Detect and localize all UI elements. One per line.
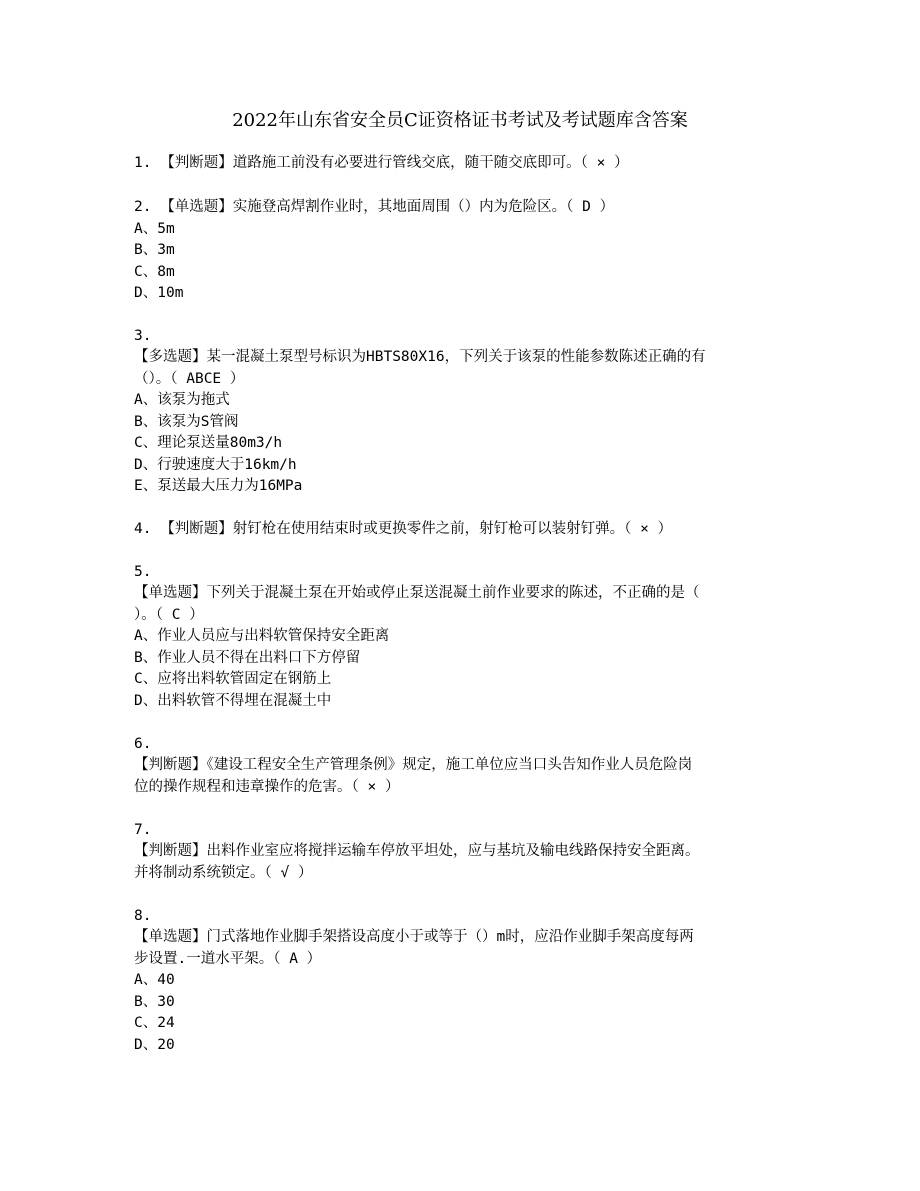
- question-2-option-b: B、3m: [134, 242, 175, 258]
- question-8-option-c: C、24: [134, 1015, 175, 1031]
- question-2-option-d: D、10m: [134, 285, 184, 301]
- question-4-text: 4. 【判断题】射钉枪在使用结束时或更换零件之前，射钉枪可以装射钉弹。（ × ）: [134, 521, 673, 537]
- question-8-option-a: A、40: [134, 972, 175, 988]
- question-7-text-line-1: 【判断题】出料作业室应将搅拌运输车停放平坦处，应与基坑及输电线路保持安全距离。: [134, 843, 700, 859]
- question-2-option-c: C、8m: [134, 264, 175, 280]
- page-title: 2022年山东省安全员C证资格证书考试及考试题库含答案: [232, 110, 688, 131]
- question-5-text-line-2: ）。（ C ）: [134, 607, 204, 623]
- question-5-option-c: C、应将出料软管固定在钢筋上: [134, 671, 332, 687]
- question-1-text: 1. 【判断题】道路施工前没有必要进行管线交底，随干随交底即可。（ × ）: [134, 155, 629, 171]
- question-3-text-line-2: （）。（ ABCE ）: [134, 371, 245, 387]
- question-5-number: 5.: [134, 564, 152, 580]
- question-2-text: 2. 【单选题】实施登高焊割作业时，其地面周围（）内为危险区。（ D ）: [134, 199, 615, 215]
- question-7-number: 7.: [134, 822, 152, 838]
- question-8-text-line-2: 步设置.一道水平架。（ A ）: [134, 951, 322, 967]
- question-8-number: 8.: [134, 908, 152, 924]
- question-5-option-b: B、作业人员不得在出料口下方停留: [134, 650, 361, 666]
- question-7-text-line-2: 并将制动系统锁定。（ √ ）: [134, 865, 313, 881]
- question-6-text-line-2: 位的操作规程和违章操作的危害。（ × ）: [134, 779, 400, 795]
- question-3-option-b: B、该泵为S管阀: [134, 414, 239, 430]
- question-2-option-a: A、5m: [134, 221, 175, 237]
- question-8-option-d: D、20: [134, 1037, 175, 1053]
- question-3-option-c: C、理论泵送量80m3/h: [134, 435, 283, 451]
- question-5-option-a: A、作业人员应与出料软管保持安全距离: [134, 628, 390, 644]
- question-3-option-e: E、泵送最大压力为16MPa: [134, 478, 303, 494]
- question-3-text-line-1: 【多选题】某一混凝土泵型号标识为HBTS80X16，下列关于该泵的性能参数陈述正确的有: [134, 349, 706, 365]
- question-5-text-line-1: 【单选题】下列关于混凝土泵在开始或停止泵送混凝土前作业要求的陈述，不正确的是（: [134, 585, 700, 601]
- question-8-text-line-1: 【单选题】门式落地作业脚手架搭设高度小于或等于（）m时，应沿作业脚手架高度每两: [134, 929, 694, 945]
- question-3-option-a: A、该泵为拖式: [134, 392, 230, 408]
- question-6-text-line-1: 【判断题】《建设工程安全生产管理条例》规定，施工单位应当口头告知作业人员危险岗: [134, 757, 693, 773]
- question-3-number: 3.: [134, 328, 152, 344]
- question-8-option-b: B、30: [134, 994, 175, 1010]
- question-3-option-d: D、行驶速度大于16km/h: [134, 457, 297, 473]
- question-5-option-d: D、出料软管不得埋在混凝土中: [134, 693, 332, 709]
- question-6-number: 6.: [134, 736, 152, 752]
